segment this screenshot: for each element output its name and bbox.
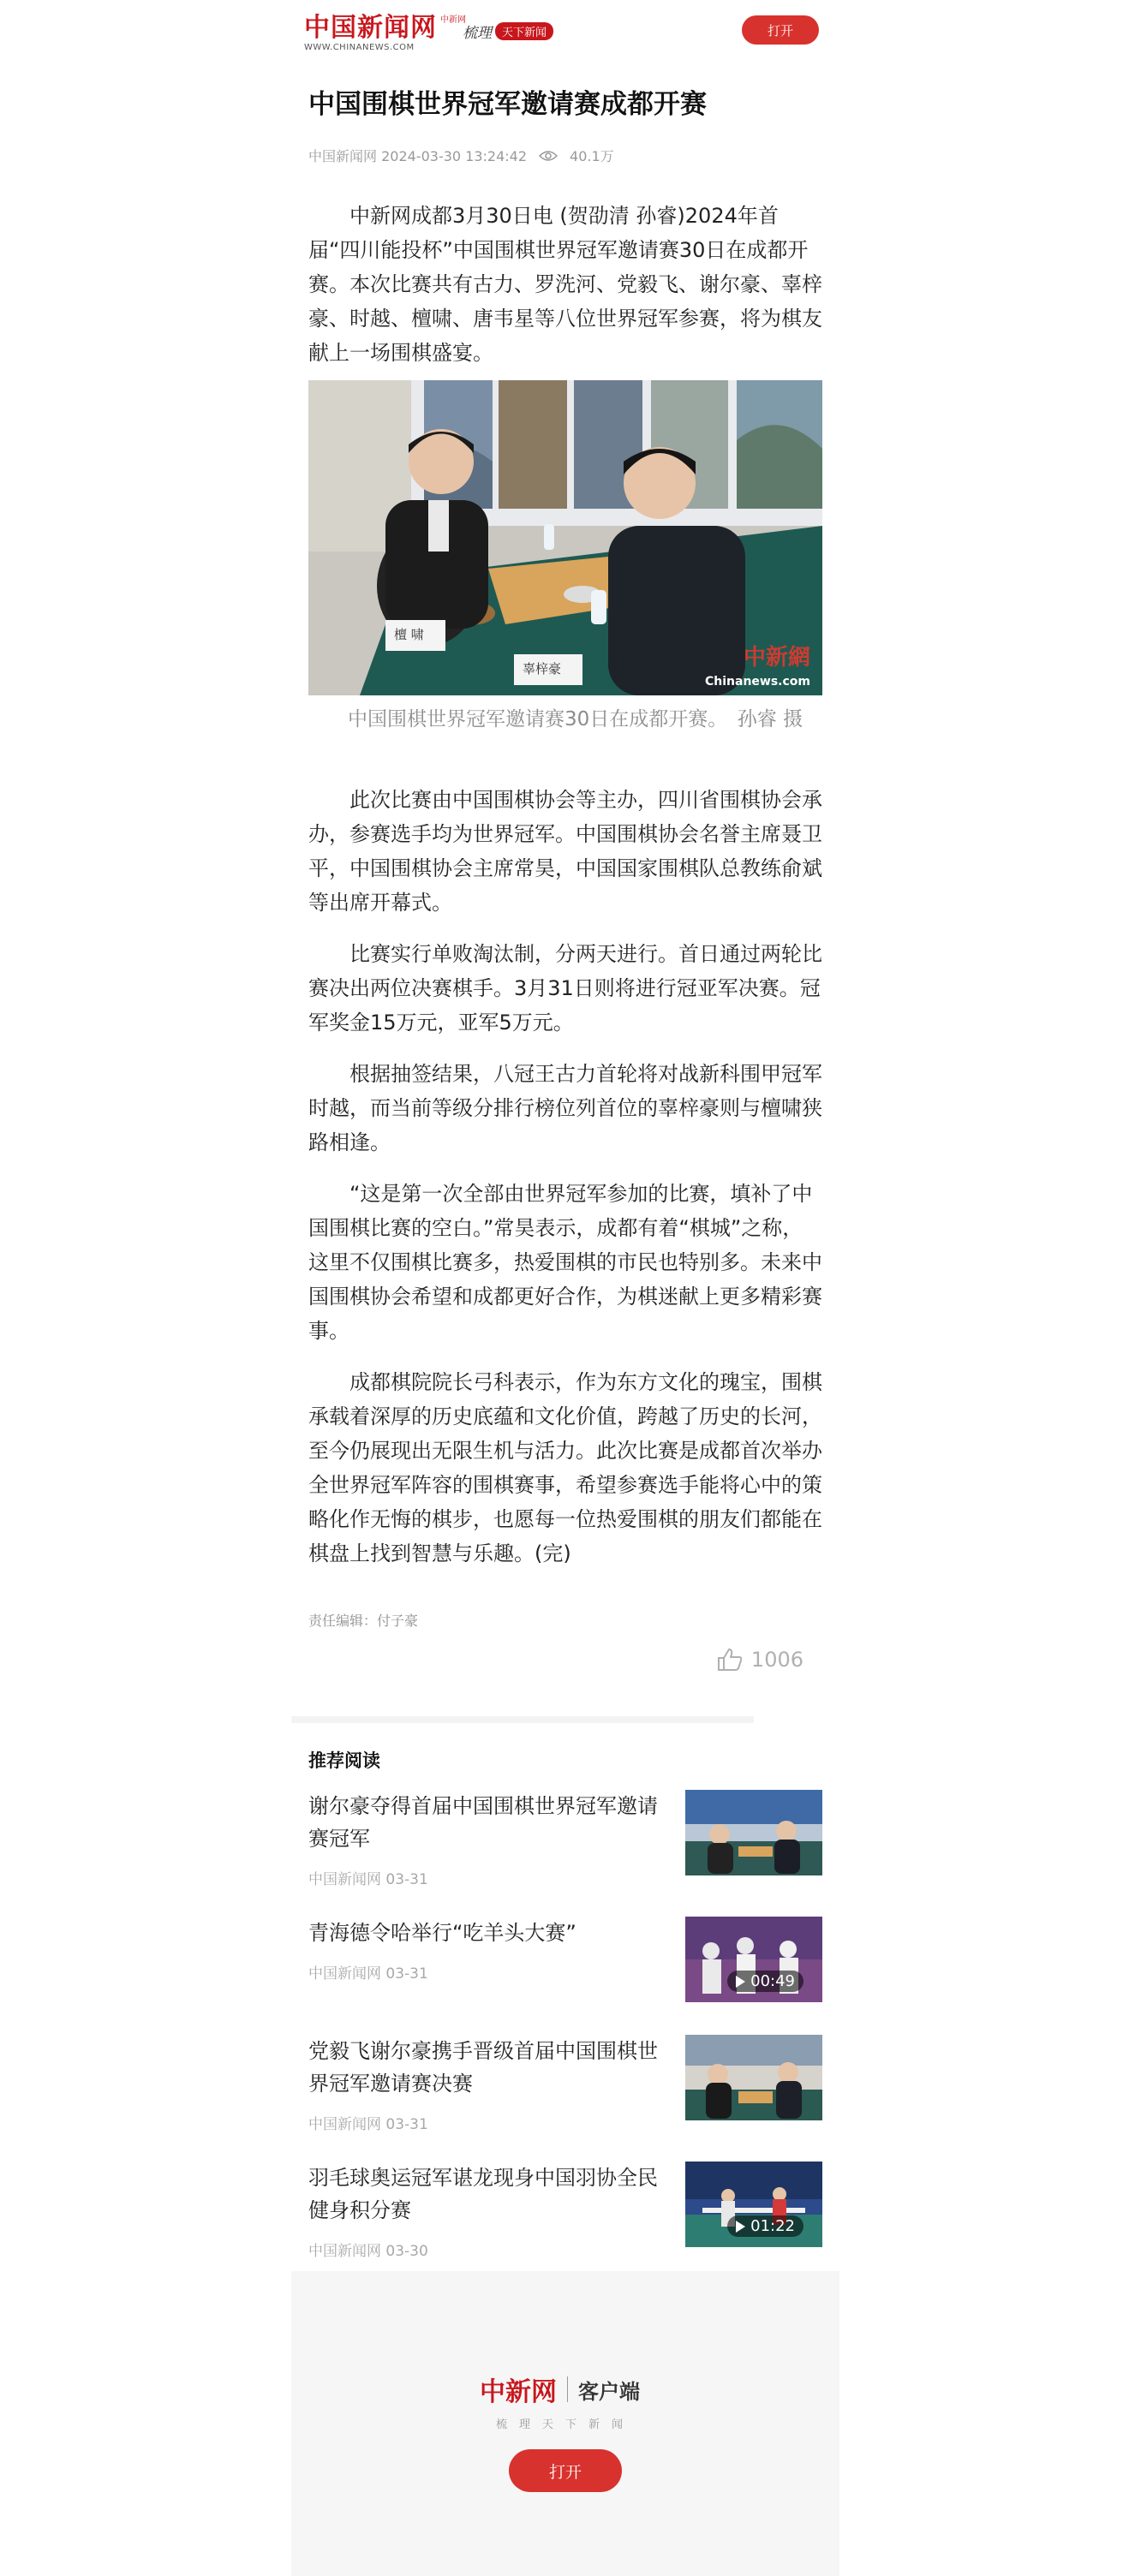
open-app-button-top[interactable]: 打开 [742,15,819,45]
logo-text: 中国新闻网 [304,13,437,43]
photo-watermark-url: Chinanews.com [704,675,810,689]
article-meta [308,146,614,165]
like-count: 1006 [750,1648,803,1672]
nameplate-left: 檀 啸 [394,627,424,642]
footer-logo-text: 中新网 [480,2377,557,2407]
photo-caption: 中国围棋世界冠军邀请赛30日在成都开赛。 孙睿 摄 [348,708,803,730]
video-duration-badge [727,1971,803,1992]
footer-logo-separator [567,2376,568,2402]
logo-url: WWW.CHINANEWS.COM [304,43,415,52]
recommend-item-title: 党毅飞谢尔豪携手晋级首届中国围棋世界冠军邀请赛决赛 [308,2039,658,2096]
logo-side-1: 中新网 [440,15,466,25]
article-title: 中国围棋世界冠军邀请赛成都开赛 [308,89,707,120]
article-paragraph-1: 中新网成都3月30日电 (贺劭清 孙睿)2024年首届“四川能投杯”中国围棋世界冠军邀请赛30日在成都开赛。本次比赛共有古力、罗洗河、党毅飞、谢尔豪、辜梓豪、时越、檀啸、唐韦星等八位世界冠军参赛，将为棋友献上一场围棋盛宴。 [308,204,822,365]
recommend-item-source: 中国新闻网 03-30 [308,2243,428,2260]
play-icon [736,2221,745,2233]
recommend-thumbnail [685,1917,822,2002]
open-app-button-bottom[interactable]: 打开 [509,2449,622,2492]
article-paragraph-4: 根据抽签结果，八冠王古力首轮将对战新科围甲冠军时越，而当前等级分排行榜位列首位的辜梓豪则与檀啸狭路相逢。 [308,1062,822,1154]
recommend-item[interactable] [308,2035,822,2133]
section-divider [291,1716,754,1723]
header-slogan [463,21,553,42]
article-paragraph-5: “这是第一次全部由世界冠军参加的比赛，填补了中国围棋比赛的空白。”常昊表示，成都有着“棋城”之称，这里不仅围棋比赛多，热爱围棋的市民也特别多。未来中国围棋协会希望和成都更好合作，为棋迷献上更多精彩赛事。 [308,1182,822,1343]
recommend-item-title: 羽毛球奥运冠军谌龙现身中国羽协全民健身积分赛 [308,2166,658,2222]
footer-logo [480,2370,640,2408]
footer-app-label: 客户端 [578,2379,640,2404]
recommend-item-source: 中国新闻网 03-31 [308,1965,428,1983]
video-duration: 01:22 [750,2217,795,2235]
recommend-item[interactable] [308,2162,822,2260]
nameplate-right: 辜梓豪 [523,661,562,677]
article-source-time: 中国新闻网 2024-03-30 13:24:42 [308,148,528,164]
top-header [291,0,839,63]
video-duration-badge [727,2215,803,2237]
slogan-script: 梳理 [463,25,492,42]
footer-slogan: 梳理天下新闻 [495,2418,635,2431]
recommend-item[interactable] [308,1917,822,2006]
article-paragraph-2: 此次比赛由中国围棋协会等主办，四川省围棋协会承办，参赛选手均为世界冠军。中国围棋协会名誉主席聂卫平，中国围棋协会主席常昊，中国国家围棋队总教练俞斌等出席开幕式。 [308,788,822,915]
recommend-item-title: 青海德令哈举行“吃羊头大赛” [308,1921,576,1945]
view-count: 40.1万 [570,148,614,164]
recommend-thumbnail [685,1790,822,1875]
recommend-heading: 推荐阅读 [308,1750,380,1771]
thumbs-up-icon [717,1648,743,1672]
eye-icon [539,150,558,162]
video-duration: 00:49 [750,1972,795,1990]
recommend-thumbnail [685,2162,822,2247]
recommend-item-source: 中国新闻网 03-31 [308,1871,428,1888]
play-icon [736,1976,745,1988]
article-photo[interactable] [308,380,822,695]
app-promo-footer [291,2271,839,2576]
slogan-badge: 天下新闻 [495,22,553,40]
photo-watermark: 中新網 [743,645,810,671]
recommend-item[interactable] [308,1790,822,1888]
recommend-item-title: 谢尔豪夺得首届中国围棋世界冠军邀请赛冠军 [308,1794,658,1851]
like-button[interactable] [717,1648,803,1672]
responsible-editor: 责任编辑：付子豪 [308,1613,419,1629]
article-paragraph-6: 成都棋院院长弓科表示，作为东方文化的瑰宝，围棋承载着深厚的历史底蕴和文化价值，跨越了历史的长河，至今仍展现出无限生机与活力。此次比赛是成都首次举办全世界冠军阵容的围棋赛事，希望参赛选手能将心中的策略化作无悔的棋步，也愿每一位热爱围棋的朋友们都能在棋盘上找到智慧与乐趣。(完) [308,1370,822,1565]
recommend-thumbnail [685,2035,822,2120]
article-paragraph-3: 比赛实行单败淘汰制，分两天进行。首日通过两轮比赛决出两位决赛棋手。3月31日则将进行冠亚军决赛。冠军奖金15万元，亚军5万元。 [308,942,822,1035]
recommend-item-source: 中国新闻网 03-31 [308,2116,428,2133]
